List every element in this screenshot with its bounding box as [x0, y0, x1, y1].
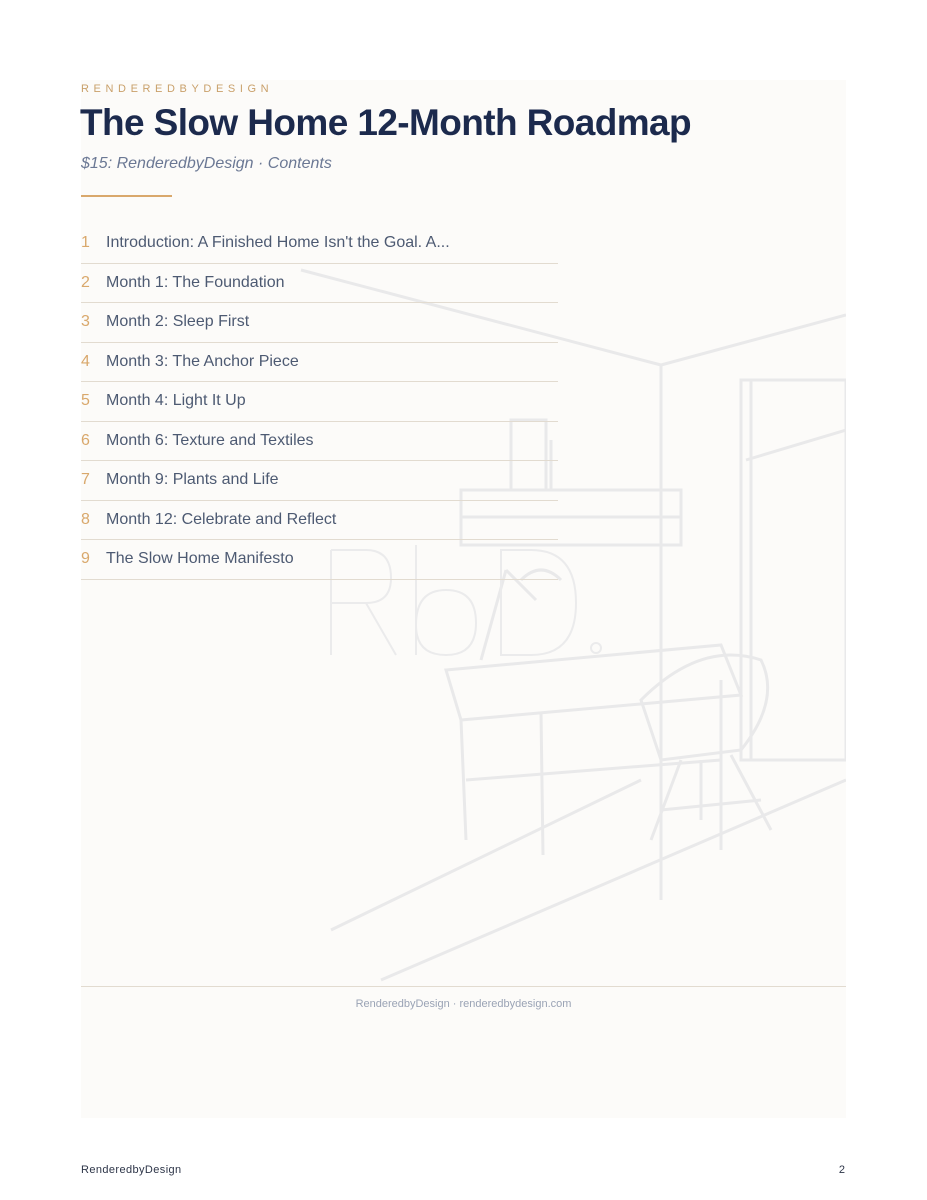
page-title: The Slow Home 12-Month Roadmap	[80, 102, 692, 143]
toc-item-label[interactable]: Month 1: The Foundation	[106, 273, 285, 291]
toc-item-number: 5	[81, 392, 90, 409]
toc-item-label[interactable]: The Slow Home Manifesto	[106, 550, 294, 567]
toc-item-number: 6	[81, 431, 90, 449]
toc-item-number: 4	[81, 352, 90, 370]
toc-item-label[interactable]: Introduction: A Finished Home Isn't the Goal. A...	[106, 234, 450, 251]
toc-item-number: 7	[81, 471, 90, 488]
toc-item[interactable]	[81, 343, 558, 383]
toc-item[interactable]	[81, 501, 558, 541]
toc-item-number: 8	[81, 510, 90, 528]
toc-item[interactable]	[81, 264, 558, 304]
toc-item-label[interactable]: Month 6: Texture and Textiles	[106, 431, 314, 449]
toc-item-label[interactable]: Month 2: Sleep First	[106, 313, 250, 330]
toc-item[interactable]	[81, 303, 558, 343]
toc-item[interactable]	[81, 224, 558, 264]
footer-divider	[81, 986, 846, 987]
footer-credit: RenderedbyDesign · renderedbydesign.com	[355, 998, 572, 1010]
toc-item-number: 1	[81, 234, 90, 251]
brand-eyebrow: RENDEREDBYDESIGN	[81, 83, 274, 95]
page-subtitle: $15: RenderedbyDesign · Contents	[81, 155, 332, 172]
toc-item-number: 2	[81, 273, 90, 291]
toc-item-label[interactable]: Month 12: Celebrate and Reflect	[106, 510, 337, 528]
toc-item[interactable]	[81, 540, 558, 580]
toc-item-label[interactable]: Month 9: Plants and Life	[106, 471, 279, 488]
toc-item-number: 9	[81, 550, 90, 567]
title-divider	[81, 195, 172, 197]
page-footer-brand: RenderedbyDesign	[81, 1164, 182, 1176]
toc-item[interactable]	[81, 382, 558, 422]
toc-item-label[interactable]: Month 3: The Anchor Piece	[106, 352, 299, 370]
toc-item-number: 3	[81, 313, 90, 330]
page-number: 2	[838, 1164, 845, 1176]
toc-item[interactable]	[81, 461, 558, 501]
toc-item[interactable]	[81, 422, 558, 462]
toc-item-label[interactable]: Month 4: Light It Up	[106, 392, 246, 409]
table-of-contents	[81, 224, 558, 580]
